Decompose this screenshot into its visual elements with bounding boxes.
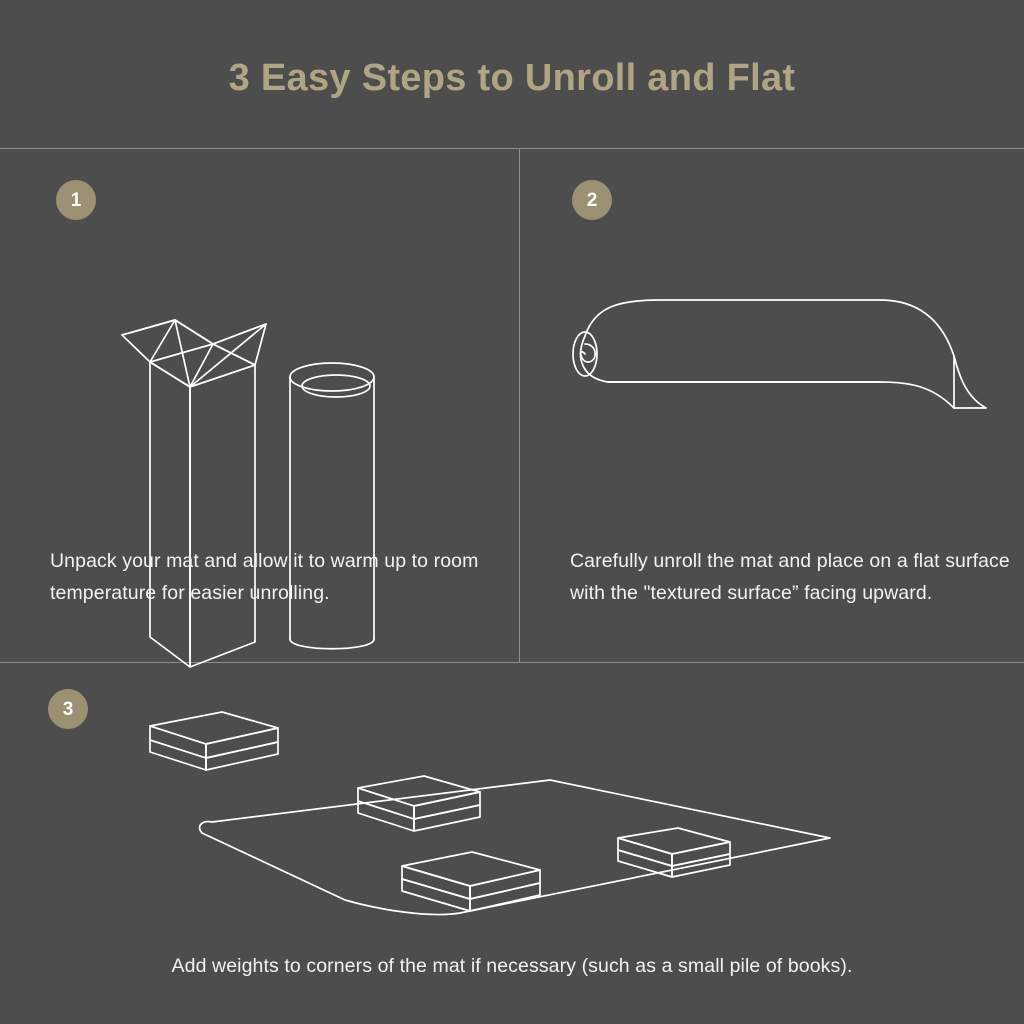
step-panel-3 <box>0 663 1024 1024</box>
mat-with-book-weights-illustration <box>130 688 890 938</box>
step-number-badge-1: 1 <box>56 180 96 220</box>
page-title: 3 Easy Steps to Unroll and Flat <box>228 56 796 99</box>
title-bar <box>0 0 1024 148</box>
book-stack-2 <box>358 776 480 831</box>
book-stack-3 <box>402 852 540 911</box>
book-stack-1 <box>150 712 278 770</box>
step-caption-3: Add weights to corners of the mat if necessary (such as a small pile of books). <box>171 955 853 977</box>
step-number-badge-3: 3 <box>48 689 88 729</box>
boxed-mat-and-rolled-mat-illustration <box>80 172 400 692</box>
step-caption-2: Carefully unroll the mat and place on a flat surface with the "textured surface” facing upward. <box>570 550 1010 604</box>
step-number-badge-2: 2 <box>572 180 612 220</box>
step-caption-1: Unpack your mat and allow it to warm up to room temperature for easier unrolling. <box>50 550 479 604</box>
unrolling-mat-illustration <box>550 258 1000 438</box>
step-panel-1 <box>0 148 519 662</box>
step-panel-2 <box>520 148 1024 662</box>
